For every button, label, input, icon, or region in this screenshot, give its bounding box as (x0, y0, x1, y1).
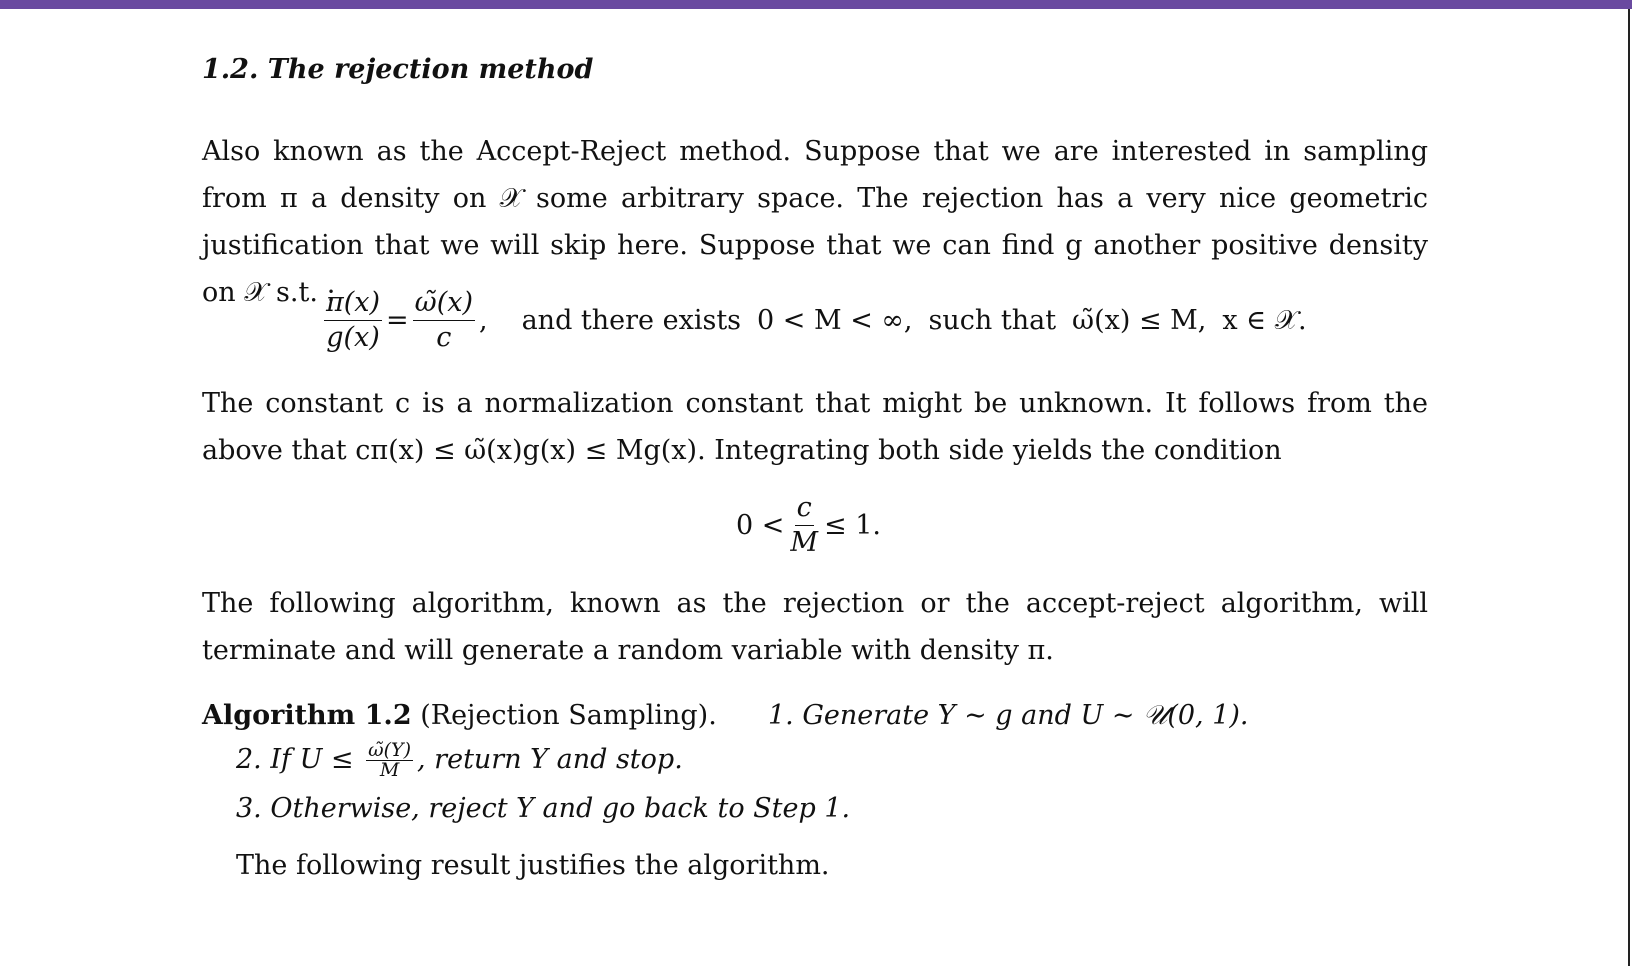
paragraph-intro: Also known as the Accept-Reject method. Suppose that we are interested in sampling from π a density on 𝒳 some arbitrary space. The rejection has a very nice geometric justification that we will skip here. Suppose that we can find g another positive density on 𝒳 s.t. : (202, 136, 1428, 308)
algorithm-step-1: 1. Generate Y ∼ g and U ∼ 𝒰(0, 1). (767, 700, 1249, 731)
fraction-omega-over-c: $\frac{\omegã(x)}{c}$ (414, 286, 473, 353)
algorithm-step-2: 2. If U ≤ $\frac{\omegã(Y)}{M}$ , return Y and stop. (236, 739, 683, 781)
paragraph-normalization: The constant c is a normalization constant that might be unknown. It follows from the above that cπ(x) ≤ ω̃(x)g(x) ≤ Mg(x). Integrating both side yields the condition (202, 388, 1428, 466)
fraction-omega-y-over-m: $\frac{\omegã(Y)}{M}$ (368, 739, 412, 781)
algorithm-label: Algorithm 1.2 (202, 700, 412, 731)
fraction-pi-over-g: $\frac{\pi(x)}{g(x)}$ (326, 286, 381, 353)
algorithm-heading (202, 692, 1249, 739)
paragraph-algorithm-intro: The following algorithm, known as the rejection or the accept-reject algorithm, will terminate and will generate a random variable with density π. (202, 588, 1428, 666)
page-right-border (1628, 9, 1630, 966)
algorithm-name: (Rejection Sampling). (420, 700, 717, 731)
window-top-bar (0, 0, 1632, 9)
display-equation-bound: 0 < $\frac{c}{M}$ ≤ 1. (736, 491, 882, 558)
algorithm-step-3: 3. Otherwise, reject Y and go back to Step 1. (236, 793, 851, 824)
section-title: 1.2. The rejection method (202, 54, 594, 85)
fraction-c-over-m: $\frac{c}{M}$ (790, 491, 819, 558)
display-equation-ratio: $\frac{\pi(x)}{g(x)}$ = $\frac{\omegã(x)}{c}$ , and there exists 0 < M < ∞, such that ω̃(x) ≤ M, x ∈ 𝒳. (326, 286, 1307, 353)
closing-sentence: The following result justifies the algorithm. (236, 850, 830, 881)
